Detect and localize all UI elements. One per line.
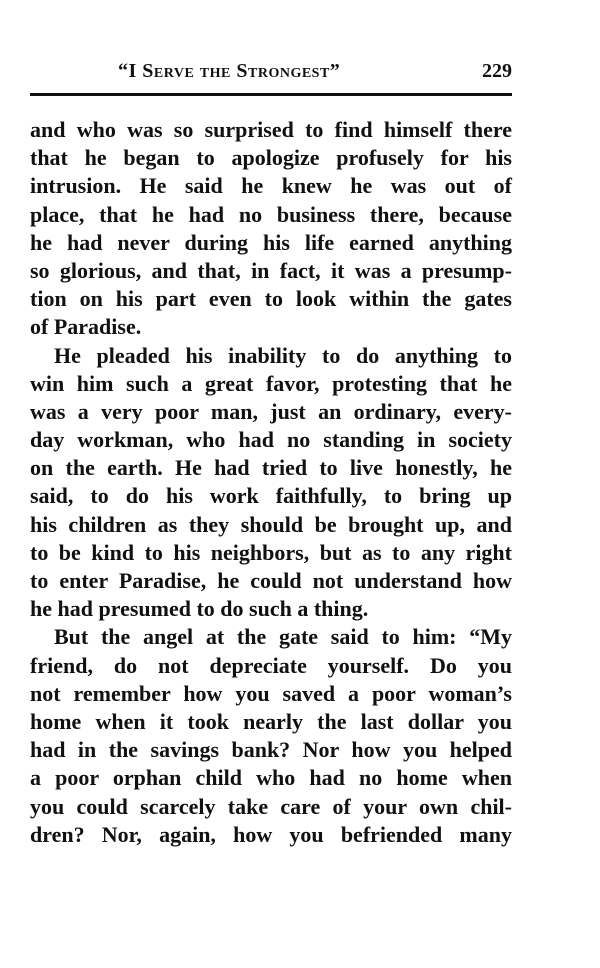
text-line: He pleaded his inability to do anything to	[54, 342, 512, 368]
text-line: dren? Nor, again, how you befriended many	[30, 821, 512, 847]
text-line: tion on his part even to look within the gates	[30, 286, 512, 312]
page-number: 229	[482, 60, 512, 82]
text-line: friend, do not depreciate yourself. Do you	[30, 652, 512, 678]
text-line: intrusion. He said he knew he was out of	[30, 173, 512, 199]
text-line: home when it took nearly the last dollar you	[30, 708, 512, 734]
text-line: said, to do his work faithfully, to bring up	[30, 483, 512, 509]
text-line: so glorious, and that, in fact, it was a presump-	[30, 257, 512, 283]
text-line: a poor orphan child who had no home when	[30, 765, 512, 791]
body-text	[30, 116, 512, 849]
paragraph	[30, 116, 512, 342]
running-header	[30, 58, 512, 90]
text-line: that he began to apologize profusely for his	[30, 145, 512, 171]
text-line: he had presumed to do such a thing.	[30, 596, 369, 622]
text-line: to be kind to his neighbors, but as to any right	[30, 539, 512, 565]
text-line: But the angel at the gate said to him: “My	[54, 624, 512, 650]
paragraph	[30, 342, 512, 624]
text-line: win him such a great favor, protesting that he	[30, 370, 512, 396]
text-line: place, that he had no business there, because	[30, 201, 512, 227]
text-line: of Paradise.	[30, 314, 142, 340]
text-line: had in the savings bank? Nor how you helped	[30, 737, 512, 763]
text-line: he had never during his life earned anything	[30, 229, 512, 255]
text-line: you could scarcely take care of your own chil-	[30, 793, 512, 819]
text-line: not remember how you saved a poor woman’s	[30, 680, 512, 706]
text-line: on the earth. He had tried to live honestly, he	[30, 455, 512, 481]
text-line: his children as they should be brought up, and	[30, 511, 512, 537]
running-title: “I Serve the Strongest”	[118, 60, 341, 82]
paragraph	[30, 623, 512, 849]
text-line: day workman, who had no standing in society	[30, 427, 512, 453]
header-rule	[30, 93, 512, 96]
text-line: was a very poor man, just an ordinary, every-	[30, 398, 512, 424]
text-line: to enter Paradise, he could not understand how	[30, 568, 512, 593]
text-line: and who was so surprised to find himself there	[30, 117, 512, 142]
